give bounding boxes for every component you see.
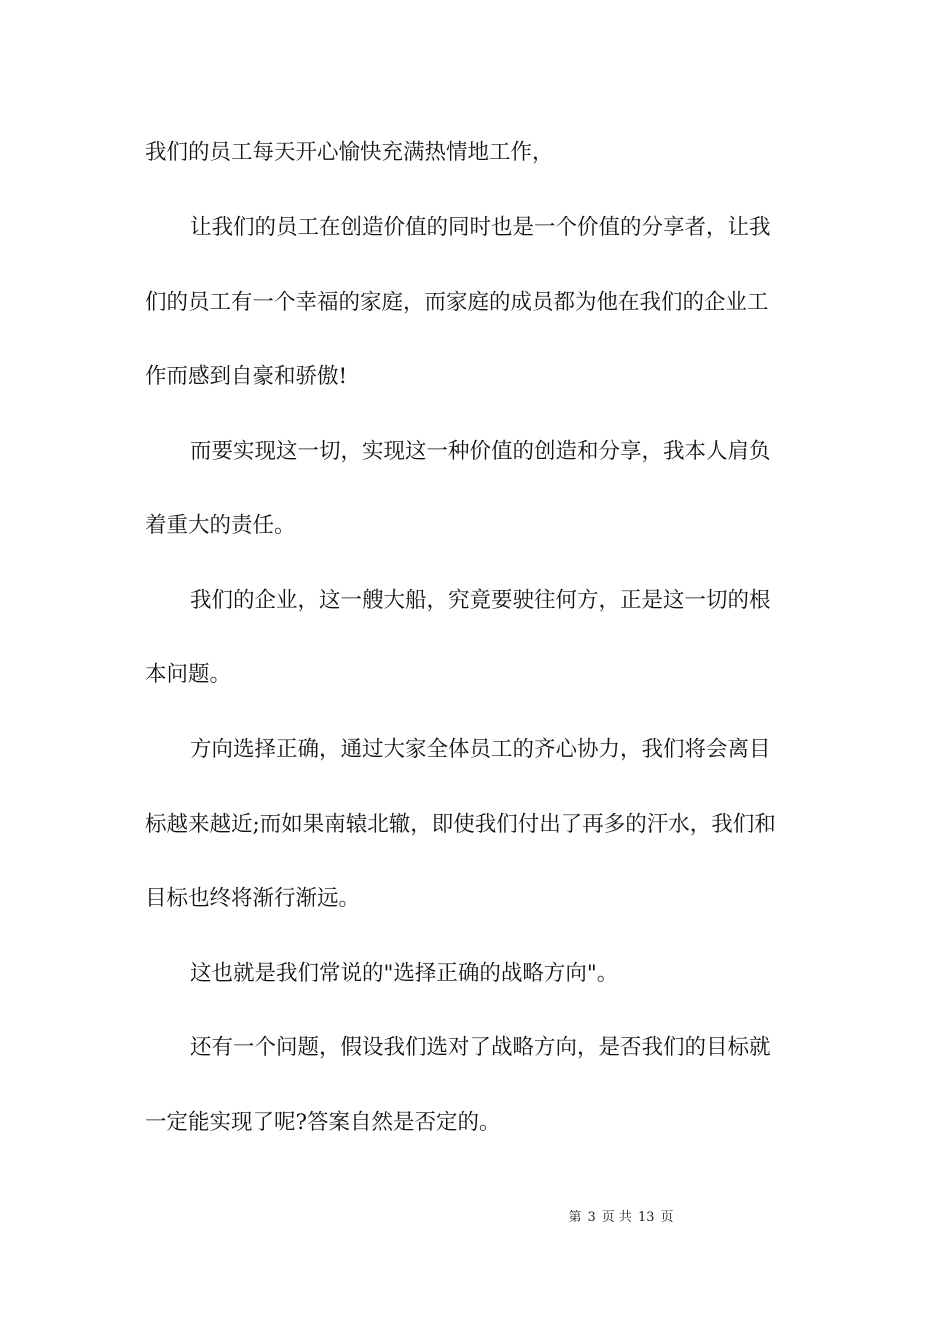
current-page-number: 3: [587, 1210, 596, 1225]
text-line: 标越来越近;而如果南辕北辙，即使我们付出了再多的汗水，我们和: [145, 812, 776, 837]
text-line: 作而感到自豪和骄傲!: [145, 364, 348, 389]
paragraph-first-line: 让我们的员工在创造价值的同时也是一个价值的分享者，让我: [190, 215, 771, 240]
footer-suffix: 页: [660, 1210, 674, 1225]
footer-prefix: 第: [568, 1210, 582, 1225]
footer-middle: 页 共: [601, 1210, 632, 1225]
text-line: 目标也终将渐行渐远。: [145, 886, 361, 911]
paragraph-first-line: 而要实现这一切，实现这一种价值的创造和分享，我本人肩负: [190, 439, 771, 464]
text-line: 我们的员工每天开心愉快充满热情地工作，: [145, 140, 554, 165]
total-pages-number: 13: [637, 1210, 655, 1225]
paragraph-first-line: 还有一个问题，假设我们选对了战略方向，是否我们的目标就: [190, 1035, 771, 1060]
paragraph-first-line: 这也就是我们常说的"选择正确的战略方向"。: [190, 961, 619, 986]
text-line: 一定能实现了呢?答案自然是否定的。: [145, 1110, 501, 1135]
paragraph-first-line: 方向选择正确，通过大家全体员工的齐心协力，我们将会离目: [190, 737, 771, 762]
text-line: 们的员工有一个幸福的家庭，而家庭的成员都为他在我们的企业工: [145, 290, 769, 315]
paragraph-first-line: 我们的企业，这一艘大船，究竟要驶往何方，正是这一切的根: [190, 588, 771, 613]
page-footer: [0, 1209, 950, 1227]
text-line: 本问题。: [145, 662, 232, 687]
text-line: 着重大的责任。: [145, 513, 296, 538]
